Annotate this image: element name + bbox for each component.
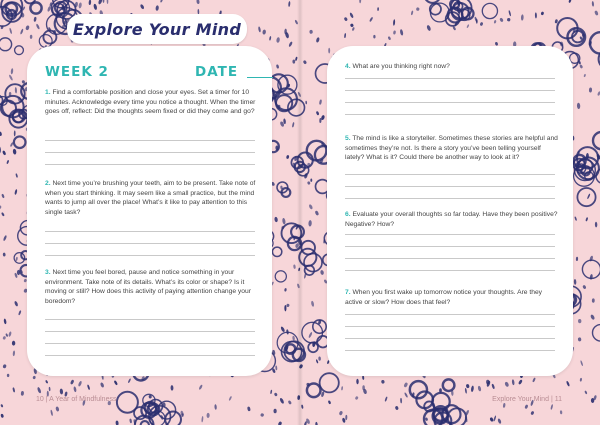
prompt-number: 7. xyxy=(345,289,351,296)
write-line[interactable] xyxy=(45,343,255,344)
pattern-ring xyxy=(15,46,24,55)
pattern-dot xyxy=(377,7,379,11)
pattern-dot xyxy=(78,2,82,8)
pattern-dot xyxy=(160,0,163,3)
pattern-dot xyxy=(170,385,173,391)
pattern-dot xyxy=(328,48,330,54)
pattern-dot xyxy=(3,235,7,241)
pattern-dot xyxy=(491,383,495,389)
pattern-dot xyxy=(269,36,272,41)
pattern-dot xyxy=(228,396,232,401)
pattern-dot xyxy=(480,22,484,26)
pattern-dot xyxy=(3,253,6,257)
pattern-dot xyxy=(578,337,582,342)
pattern-dot xyxy=(140,4,145,10)
pattern-dot xyxy=(582,285,586,290)
pattern-dot xyxy=(400,29,404,36)
pattern-dot xyxy=(10,68,13,74)
prompt-number: 2. xyxy=(45,180,51,187)
pattern-ring xyxy=(30,2,41,13)
right-page-footer xyxy=(492,396,562,403)
prompt-text: Find a comfortable position and close your eyes. Set a timer for 10 minutes. Acknowledge every time you notice a thought. When the timer goes off, reflect: Did the thoughts seem fixed or did they come and go? xyxy=(45,89,256,115)
pattern-dot xyxy=(508,10,511,16)
pattern-dot xyxy=(292,336,295,341)
prompt-3 xyxy=(45,268,259,306)
pattern-dot xyxy=(6,160,9,164)
pattern-dot xyxy=(574,216,577,221)
pattern-dot xyxy=(280,326,285,333)
pattern-dot xyxy=(349,12,354,18)
pattern-dot xyxy=(344,17,348,22)
pattern-dot xyxy=(129,418,132,423)
pattern-dot xyxy=(14,301,19,307)
pattern-dot xyxy=(115,421,118,425)
pattern-dot xyxy=(316,37,320,43)
pattern-dot xyxy=(592,298,595,302)
pattern-dot xyxy=(403,382,408,388)
chapter-title: Explore Your Mind xyxy=(72,19,242,39)
write-line[interactable] xyxy=(45,231,255,232)
pattern-dot xyxy=(362,385,365,390)
pattern-dot xyxy=(580,378,583,382)
pattern-dot xyxy=(369,17,373,22)
pattern-dot xyxy=(521,14,524,20)
write-line[interactable] xyxy=(345,270,555,271)
pattern-dot xyxy=(576,257,578,261)
pattern-dot xyxy=(88,0,91,5)
pattern-ring xyxy=(307,384,321,398)
pattern-dot xyxy=(275,365,277,370)
pattern-dot xyxy=(288,400,292,405)
pattern-dot xyxy=(342,417,346,423)
chapter-title-tab xyxy=(67,14,247,44)
prompt-text: What are you thinking right now? xyxy=(352,63,450,70)
pattern-dot xyxy=(345,415,347,420)
prompt-text: Next time you feel bored, pause and notice something in your environment. Take note of its details. What’s its color or shape? Is it moving or still? How does this activity of paying attention change your boredom? xyxy=(45,269,251,305)
pattern-dot xyxy=(32,376,35,380)
pattern-ring xyxy=(443,379,455,391)
pattern-dot xyxy=(279,397,284,404)
write-line[interactable] xyxy=(45,164,255,165)
pattern-dot xyxy=(504,381,509,387)
pattern-dot xyxy=(466,24,469,28)
pattern-dot xyxy=(477,386,481,392)
pattern-dot xyxy=(404,392,408,398)
pattern-dot xyxy=(497,418,502,424)
pattern-dot xyxy=(47,6,51,12)
page-number: 11 xyxy=(554,396,562,403)
prompt-4 xyxy=(345,62,559,72)
pattern-dot xyxy=(350,23,354,27)
pattern-dot xyxy=(308,220,312,227)
pattern-dot xyxy=(15,257,18,261)
pattern-dot xyxy=(73,386,77,392)
pattern-dot xyxy=(1,212,5,217)
pattern-dot xyxy=(577,103,581,110)
pattern-dot xyxy=(103,0,105,3)
pattern-dot xyxy=(30,35,33,39)
pattern-dot xyxy=(107,0,109,4)
pattern-dot xyxy=(320,270,324,275)
pattern-dot xyxy=(594,10,599,16)
pattern-dot xyxy=(93,4,97,11)
pattern-dot xyxy=(574,279,577,285)
pattern-dot xyxy=(1,194,5,199)
pattern-dot xyxy=(262,29,266,34)
book-title: A Year of Mindfulness xyxy=(49,396,117,403)
week-label: WEEK 2 xyxy=(45,64,109,80)
date-label: DATE xyxy=(195,64,239,80)
week-date-row xyxy=(45,64,257,84)
pattern-dot xyxy=(78,381,83,387)
pattern-dot xyxy=(362,375,364,379)
pattern-dot xyxy=(339,411,343,416)
pattern-dot xyxy=(25,25,30,31)
write-line[interactable] xyxy=(345,258,555,259)
write-line[interactable] xyxy=(45,319,255,320)
pattern-dot xyxy=(284,305,286,311)
pattern-dot xyxy=(214,404,217,410)
pattern-dot xyxy=(292,122,295,128)
write-line[interactable] xyxy=(345,314,555,315)
pattern-dot xyxy=(0,404,3,408)
prompt-text: Next time you’re brushing your teeth, aim to be present. Take note of when you start thinking. It may seem like a small practice, but the mind wants to jump all over the place! What’s it like to pay attention to this single task? xyxy=(45,180,256,216)
pattern-ring xyxy=(593,132,600,149)
pattern-dot xyxy=(319,99,322,105)
pattern-dot xyxy=(584,390,587,394)
pattern-dot xyxy=(36,23,41,29)
pattern-dot xyxy=(12,341,15,346)
pattern-dot xyxy=(288,1,290,7)
pattern-dot xyxy=(33,17,36,22)
pattern-dot xyxy=(293,264,296,269)
write-line[interactable] xyxy=(45,243,255,244)
pattern-dot xyxy=(328,400,332,404)
pattern-dot xyxy=(568,0,571,3)
left-page-card xyxy=(27,46,272,376)
pattern-dot xyxy=(278,421,283,425)
pattern-dot xyxy=(512,379,515,385)
prompt-5 xyxy=(345,134,559,163)
pattern-dot xyxy=(465,388,468,394)
book-spine xyxy=(297,0,303,425)
write-line[interactable] xyxy=(345,90,555,91)
pattern-dot xyxy=(308,204,313,210)
pattern-dot xyxy=(2,150,6,155)
pattern-dot xyxy=(388,36,392,40)
pattern-dot xyxy=(50,410,53,416)
pattern-dot xyxy=(14,189,17,195)
write-line[interactable] xyxy=(345,350,555,351)
write-line[interactable] xyxy=(345,246,555,247)
pattern-dot xyxy=(309,30,313,34)
pattern-ring xyxy=(14,136,26,148)
pattern-dot xyxy=(592,1,595,7)
prompt-number: 4. xyxy=(345,63,351,70)
pattern-dot xyxy=(466,384,470,389)
pattern-ring xyxy=(593,325,600,342)
pattern-dot xyxy=(393,30,396,34)
footer-separator: | xyxy=(550,396,553,403)
pattern-dot xyxy=(416,7,420,11)
left-page-footer xyxy=(36,396,116,403)
prompt-number: 5. xyxy=(345,135,351,142)
pattern-dot xyxy=(530,411,534,416)
write-line[interactable] xyxy=(345,78,555,79)
pattern-dot xyxy=(566,381,570,387)
pattern-dot xyxy=(489,417,493,422)
pattern-dot xyxy=(8,331,12,337)
pattern-dot xyxy=(201,416,203,423)
pattern-dot xyxy=(356,379,359,385)
pattern-dot xyxy=(274,392,278,396)
pattern-dot xyxy=(305,101,307,105)
pattern-dot xyxy=(578,319,582,323)
page-number: 10 xyxy=(36,396,44,403)
footer-separator: | xyxy=(45,396,48,403)
pattern-dot xyxy=(3,318,6,324)
pattern-ring xyxy=(320,373,339,392)
pattern-dot xyxy=(9,28,12,34)
pattern-dot xyxy=(316,111,320,116)
pattern-dot xyxy=(2,336,6,340)
prompt-text: Evaluate your overall thoughts so far today. Have they been positive? Negative? How? xyxy=(345,211,558,228)
pattern-dot xyxy=(273,409,276,414)
pattern-dot xyxy=(37,387,42,394)
pattern-dot xyxy=(507,18,511,22)
prompt-7 xyxy=(345,288,559,307)
pattern-ring xyxy=(304,254,322,272)
pattern-dot xyxy=(59,388,63,394)
pattern-dot xyxy=(318,356,321,360)
pattern-dot xyxy=(55,406,59,412)
pattern-dot xyxy=(541,11,545,15)
pattern-dot xyxy=(206,413,209,418)
pattern-dot xyxy=(270,390,272,395)
pattern-dot xyxy=(310,178,312,181)
prompt-number: 6. xyxy=(345,211,351,218)
pattern-dot xyxy=(532,377,536,382)
pattern-dot xyxy=(579,64,583,69)
pattern-dot xyxy=(45,380,48,384)
pattern-dot xyxy=(98,0,103,5)
write-line[interactable] xyxy=(345,198,555,199)
pattern-dot xyxy=(384,396,387,402)
write-line[interactable] xyxy=(45,255,255,256)
prompt-text: The mind is like a storyteller. Sometimes these stories are helpful and sometimes they’re not. Is there a story you’ve been telling yourself lately? What is it? Could there be another way to look at it? xyxy=(345,135,558,161)
pattern-dot xyxy=(344,33,346,38)
pattern-dot xyxy=(7,374,10,377)
pattern-dot xyxy=(21,391,24,396)
pattern-ring xyxy=(482,3,497,18)
pattern-dot xyxy=(486,380,489,384)
pattern-dot xyxy=(381,380,385,384)
pattern-ring xyxy=(301,241,315,255)
pattern-dot xyxy=(524,404,528,409)
pattern-dot xyxy=(20,28,24,34)
pattern-dot xyxy=(0,131,2,136)
pattern-dot xyxy=(585,217,588,222)
prompt-2 xyxy=(45,179,259,217)
pattern-dot xyxy=(518,379,523,385)
pattern-ring xyxy=(24,0,35,3)
write-line[interactable] xyxy=(45,355,255,356)
pattern-dot xyxy=(276,64,279,69)
pattern-dot xyxy=(494,20,497,24)
write-line[interactable] xyxy=(345,114,555,115)
pattern-dot xyxy=(589,87,592,92)
pattern-dot xyxy=(5,333,8,337)
pattern-dot xyxy=(288,41,293,47)
pattern-dot xyxy=(0,414,4,419)
pattern-dot xyxy=(550,404,553,410)
pattern-dot xyxy=(12,387,15,392)
write-line[interactable] xyxy=(345,102,555,103)
pattern-dot xyxy=(8,74,13,81)
write-line[interactable] xyxy=(345,186,555,187)
pattern-dot xyxy=(395,406,399,411)
pattern-dot xyxy=(580,360,583,366)
pattern-dot xyxy=(341,386,343,390)
pattern-dot xyxy=(426,25,431,32)
write-line[interactable] xyxy=(45,331,255,332)
pattern-dot xyxy=(583,74,586,78)
pattern-dot xyxy=(286,155,289,159)
pattern-dot xyxy=(355,396,359,400)
pattern-dot xyxy=(352,27,355,31)
pattern-dot xyxy=(292,59,295,63)
pattern-dot xyxy=(393,19,395,26)
pattern-dot xyxy=(373,35,375,39)
pattern-dot xyxy=(13,149,17,155)
write-line[interactable] xyxy=(345,338,555,339)
pattern-dot xyxy=(282,218,286,225)
pattern-dot xyxy=(595,222,598,228)
pattern-dot xyxy=(128,378,132,383)
pattern-dot xyxy=(49,387,51,391)
date-write-line[interactable] xyxy=(247,77,273,78)
pattern-dot xyxy=(247,406,251,411)
pattern-dot xyxy=(260,413,264,417)
pattern-dot xyxy=(15,173,18,178)
pattern-dot xyxy=(471,385,474,392)
pattern-dot xyxy=(18,310,22,315)
pattern-dot xyxy=(100,382,105,388)
prompt-6 xyxy=(345,210,559,229)
pattern-dot xyxy=(303,60,307,65)
section-title: Explore Your Mind xyxy=(492,396,549,403)
pattern-dot xyxy=(493,415,497,421)
pattern-ring xyxy=(117,392,138,413)
pattern-dot xyxy=(315,210,320,216)
pattern-dot xyxy=(155,5,159,11)
pattern-dot xyxy=(2,364,6,369)
pattern-dot xyxy=(87,384,90,390)
pattern-ring xyxy=(0,38,12,51)
pattern-dot xyxy=(503,403,506,408)
right-page-card xyxy=(327,46,573,376)
pattern-dot xyxy=(276,37,280,43)
pattern-dot xyxy=(284,288,287,292)
pattern-dot xyxy=(359,0,361,3)
pattern-dot xyxy=(308,332,313,339)
pattern-dot xyxy=(0,205,2,208)
pattern-ring xyxy=(577,188,595,206)
pattern-dot xyxy=(535,12,537,18)
pattern-dot xyxy=(307,181,311,185)
pattern-dot xyxy=(499,17,504,22)
pattern-dot xyxy=(198,384,203,390)
pattern-dot xyxy=(400,398,402,404)
pattern-ring xyxy=(141,421,149,425)
pattern-dot xyxy=(258,26,261,32)
pattern-dot xyxy=(286,303,290,307)
pattern-dot xyxy=(274,217,278,223)
prompt-text: When you first wake up tomorrow notice your thoughts. Are they active or slow? How does that feel? xyxy=(345,289,543,306)
pattern-ring xyxy=(275,271,286,282)
pattern-dot xyxy=(411,10,414,15)
pattern-dot xyxy=(196,0,200,4)
pattern-ring xyxy=(272,247,281,256)
pattern-dot xyxy=(316,359,319,364)
write-line[interactable] xyxy=(345,326,555,327)
pattern-dot xyxy=(590,314,595,320)
pattern-dot xyxy=(14,130,16,136)
pattern-dot xyxy=(311,301,315,307)
pattern-dot xyxy=(13,350,16,356)
prompt-1 xyxy=(45,88,259,117)
pattern-dot xyxy=(15,87,17,93)
prompt-number: 1. xyxy=(45,89,51,96)
prompt-number: 3. xyxy=(45,269,51,276)
write-line[interactable] xyxy=(45,152,255,153)
pattern-dot xyxy=(587,193,591,199)
write-line[interactable] xyxy=(45,140,255,141)
write-line[interactable] xyxy=(345,174,555,175)
pattern-dot xyxy=(70,379,75,385)
pattern-dot xyxy=(114,380,118,386)
pattern-dot xyxy=(560,410,563,414)
write-line[interactable] xyxy=(345,234,555,235)
pattern-ring xyxy=(424,0,440,3)
